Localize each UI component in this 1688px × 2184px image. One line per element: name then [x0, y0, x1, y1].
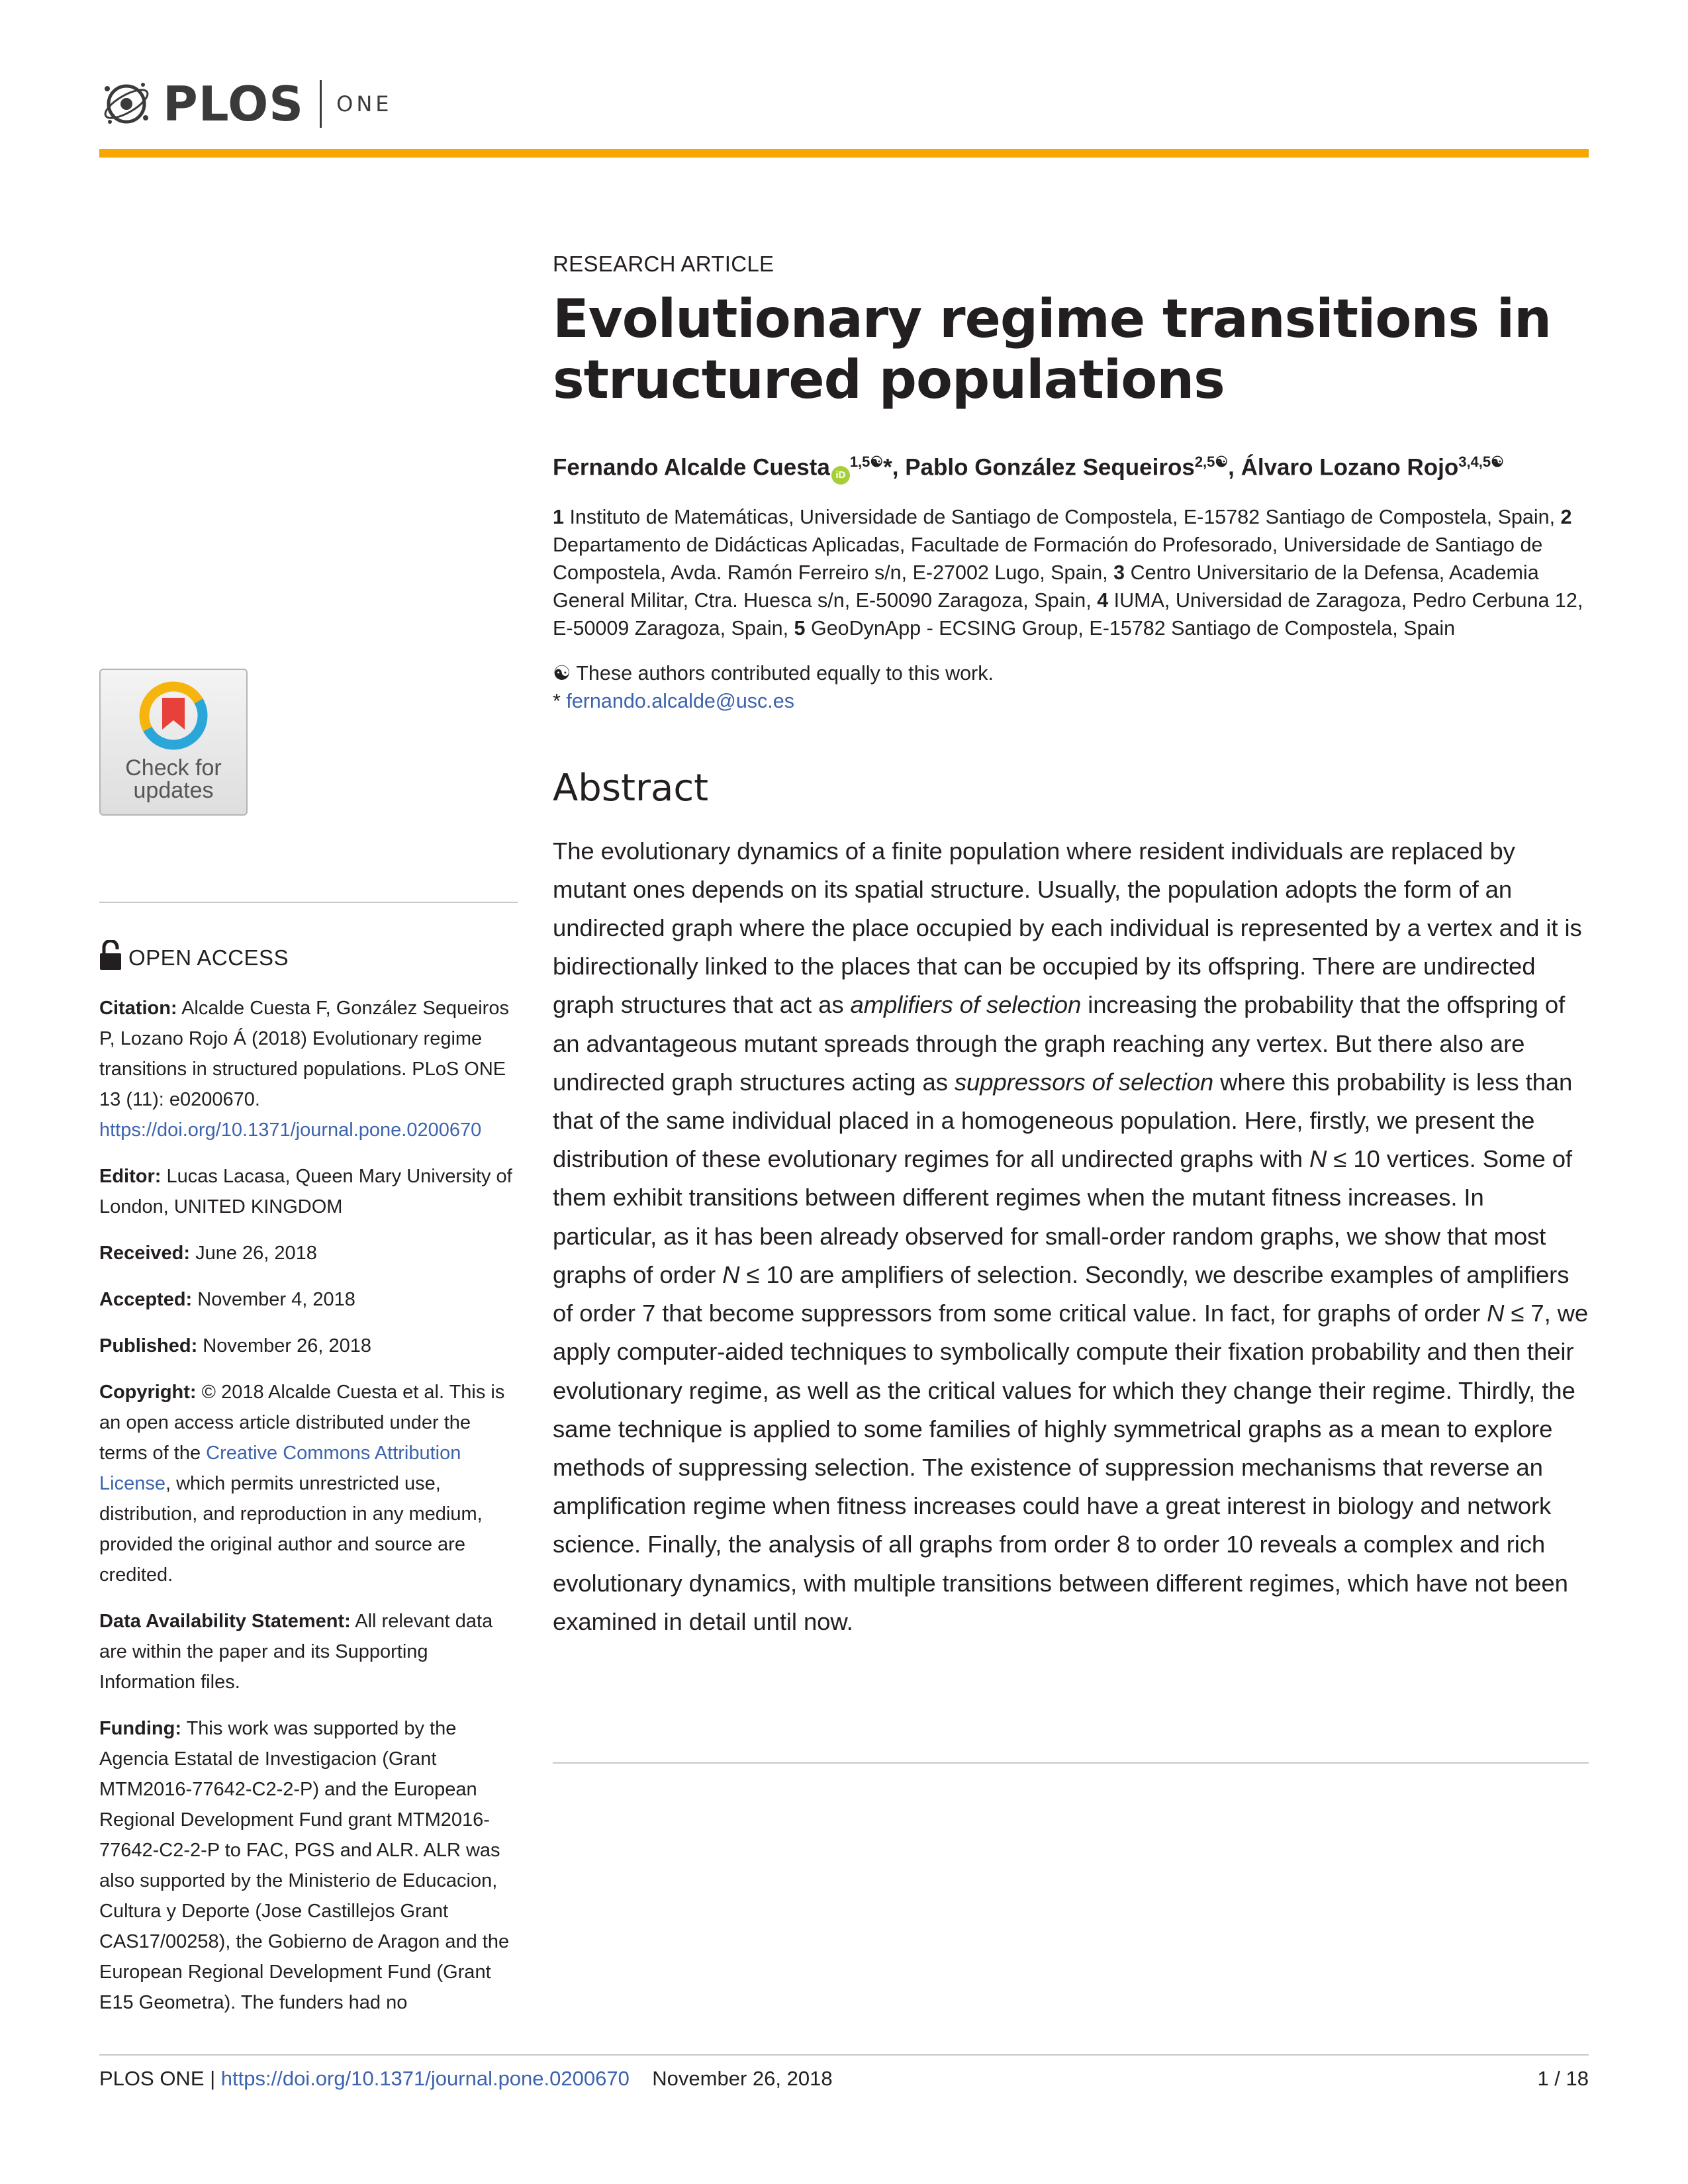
- page-number: 1 / 18: [1537, 2067, 1589, 2090]
- citation: [99, 993, 523, 1145]
- citation-label: Citation:: [99, 998, 177, 1019]
- data-availability: [99, 1606, 523, 1697]
- logo-wordmark: PLOS: [163, 76, 305, 132]
- affiliation-text: Departamento de Didácticas Aplicadas, Facultade de Formación do Profesorado, Universidade de Santiago de Compostela, Avda. Ramón Ferreiro s/n, E-27002 Lugo, Spain,: [553, 533, 1543, 584]
- math-variable: N: [1309, 1145, 1327, 1173]
- abstract-divider: [553, 1762, 1589, 1764]
- open-access-text: OPEN ACCESS: [128, 945, 289, 970]
- plos-globe-icon: [99, 77, 154, 131]
- editor: [99, 1161, 523, 1222]
- author-name[interactable]: Pablo González Sequeiros: [905, 454, 1195, 481]
- author-name[interactable]: Fernando Alcalde Cuesta: [553, 454, 830, 481]
- badge-line-2: updates: [133, 778, 214, 803]
- equal-contribution-note: ☯ These authors contributed equally to this work.: [553, 661, 994, 685]
- article-metadata: [99, 993, 523, 2034]
- affiliation-text: GeoDynApp - ECSING Group, E-15782 Santiago de Compostela, Spain: [805, 616, 1456, 640]
- main-column: [553, 252, 1589, 1641]
- page-footer: [99, 2067, 1589, 2091]
- editor-text: Lucas Lacasa, Queen Mary University of London, UNITED KINGDOM: [99, 1166, 512, 1217]
- bookmark-icon: [137, 679, 210, 752]
- author-affiliation-sup: 2,5☯: [1194, 453, 1229, 470]
- affiliation-text: Instituto de Matemáticas, Universidade de Santiago de Compostela, E-15782 Santiago de Compostela, Spain,: [563, 505, 1561, 528]
- citation-text: Alcalde Cuesta F, González Sequeiros P, Lozano Rojo Á (2018) Evolutionary regime transitions in structured populations. PLoS ONE 13 (11): e0200670.: [99, 998, 509, 1110]
- footer-doi-link[interactable]: https://doi.org/10.1371/journal.pone.0200670: [220, 2067, 630, 2090]
- page-header: [99, 74, 1589, 160]
- orcid-icon[interactable]: iD: [831, 466, 850, 485]
- published-label: Published:: [99, 1335, 198, 1356]
- accepted-date: November 4, 2018: [197, 1289, 355, 1310]
- affiliation-number: 3: [1113, 561, 1125, 584]
- funding: [99, 1713, 523, 2018]
- funding-label: Funding:: [99, 1718, 182, 1739]
- data-availability-label: Data Availability Statement:: [99, 1611, 351, 1632]
- abstract-segment: ≤ 7, we apply computer-aided techniques to symbolically compute their fixation probability and then their evolutionary regime, as well as the critical values for which they change their regime. Thirdly, the same technique is applied to some families of highly symmetrical graphs as a mean to explore methods of suppressing selection. The existence of suppression mechanisms that reverse an amplification regime when fitness increases could have a great interest in biology and network science. Finally, the analysis of all graphs from order 8 to order 10 reveals a complex and rich evolutionary dynamics, with multiple transitions between different regimes, which have not been examined in detail until now.: [553, 1300, 1589, 1635]
- logo-divider: [320, 80, 322, 128]
- copyright-text-end: , which permits unrestricted use, distribution, and reproduction in any medium, provided the original author and source are credited.: [99, 1473, 483, 1586]
- received-label: Received:: [99, 1243, 191, 1264]
- abstract-segment: where this probability is less than that of the same individual placed in a homogeneous population. Here, firstly, we present the distribution of these evolutionary regimes for all undirected graphs with: [553, 1068, 1573, 1173]
- abstract-text: [553, 832, 1589, 1641]
- footer-journal: PLOS ONE |: [99, 2067, 221, 2090]
- article-title: Evolutionary regime transitions in structured populations: [553, 288, 1552, 410]
- received-date: June 26, 2018: [195, 1243, 317, 1264]
- affiliation-text: IUMA, Universidad de Zaragoza, Pedro Cerbuna 12, E-50009 Zaragoza, Spain,: [553, 589, 1583, 640]
- abstract-heading: Abstract: [553, 766, 709, 810]
- copyright-label: Copyright:: [99, 1382, 197, 1403]
- author-name[interactable]: Álvaro Lozano Rojo: [1241, 454, 1459, 481]
- citation-doi-link[interactable]: https://doi.org/10.1371/journal.pone.0200670: [99, 1119, 482, 1141]
- received: [99, 1238, 523, 1268]
- copyright: [99, 1377, 523, 1590]
- author-list: [553, 448, 1589, 485]
- badge-line-1: Check for: [125, 755, 222, 781]
- copyright-text: © 2018 Alcalde Cuesta et al. This is an open access article distributed under the terms of the: [99, 1382, 505, 1464]
- license-link[interactable]: Creative Commons Attribution License: [99, 1443, 461, 1494]
- abstract-emphasis: suppressors of selection: [954, 1068, 1214, 1096]
- author-notes: [553, 659, 1589, 715]
- abstract-segment: ≤ 10 vertices. Some of them exhibit transitions between different regimes when the mutant fitness increases. In particular, as it has been already observed for small-order random graphs, we show that most graphs of order: [553, 1145, 1572, 1288]
- abstract-segment: increasing the probability that the offspring of an advantageous mutant spreads through the graph reaching any vertex. But there also are undirected graph structures acting as: [553, 991, 1566, 1096]
- sidebar-divider: [99, 902, 518, 903]
- accepted-label: Accepted:: [99, 1289, 193, 1310]
- corresponding-email-link[interactable]: fernando.alcalde@usc.es: [566, 689, 794, 712]
- corresponding-marker: *: [553, 689, 567, 712]
- math-variable: N: [1487, 1300, 1505, 1327]
- article-type: RESEARCH ARTICLE: [553, 252, 774, 276]
- funding-text: This work was supported by the Agencia Estatal de Investigacion (Grant MTM2016-77642-C2-2-P) and the European Regional Development Fund grant MTM2016-77642-C2-2-P to FAC, PGS and ALR. ALR was also supported by the Ministerio de Educacion, Cultura y Deporte (Jose Castillejos Grant CAS17/00258), the Gobierno de Aragon and the European Regional Development Fund (Grant E15 Geometra). The funders had no: [99, 1718, 510, 2013]
- open-access-label: [99, 940, 289, 971]
- affiliation-number: 1: [553, 505, 564, 528]
- check-for-updates-badge[interactable]: [99, 669, 248, 816]
- published-date: November 26, 2018: [203, 1335, 372, 1356]
- math-variable: N: [722, 1260, 740, 1288]
- accepted: [99, 1284, 523, 1315]
- affiliation-number: 5: [794, 616, 806, 640]
- abstract-emphasis: amplifiers of selection: [850, 991, 1082, 1019]
- affiliations: [553, 503, 1589, 642]
- badge-label: [101, 757, 246, 802]
- header-accent-rule: [99, 149, 1589, 158]
- data-availability-text: All relevant data are within the paper and its Supporting Information files.: [99, 1611, 493, 1693]
- affiliation-number: 4: [1097, 589, 1109, 612]
- affiliation-text: Centro Universitario de la Defensa, Academia General Militar, Ctra. Huesca s/n, E-50090 Zaragoza, Spain,: [553, 561, 1539, 612]
- author-affiliation-sup: 3,4,5☯: [1458, 453, 1504, 470]
- author-separator: *,: [883, 454, 906, 481]
- abstract-segment: The evolutionary dynamics of a finite population where resident individuals are replaced by mutant ones depends on its spatial structure. Usually, the population adopts the form of an undirected graph where the place occupied by each individual is represented by a vertex and it is bidirectionally linked to the places that can be occupied by its offspring. There are undirected graph structures that act as: [553, 837, 1582, 1019]
- editor-label: Editor:: [99, 1166, 162, 1187]
- footer-divider: [99, 2054, 1589, 2056]
- open-lock-icon: [99, 940, 122, 971]
- footer-date: November 26, 2018: [652, 2067, 833, 2090]
- abstract-segment: ≤ 10 are amplifiers of selection. Secondly, we describe examples of amplifiers of order 7 that become suppressors from some critical value. In fact, for graphs of order: [553, 1260, 1570, 1327]
- author-separator: ,: [1228, 454, 1241, 481]
- journal-name: ONE: [336, 91, 393, 117]
- affiliation-number: 2: [1560, 505, 1572, 528]
- published: [99, 1331, 523, 1361]
- plos-logo[interactable]: [99, 74, 393, 134]
- author-affiliation-sup: 1,5☯: [849, 453, 884, 470]
